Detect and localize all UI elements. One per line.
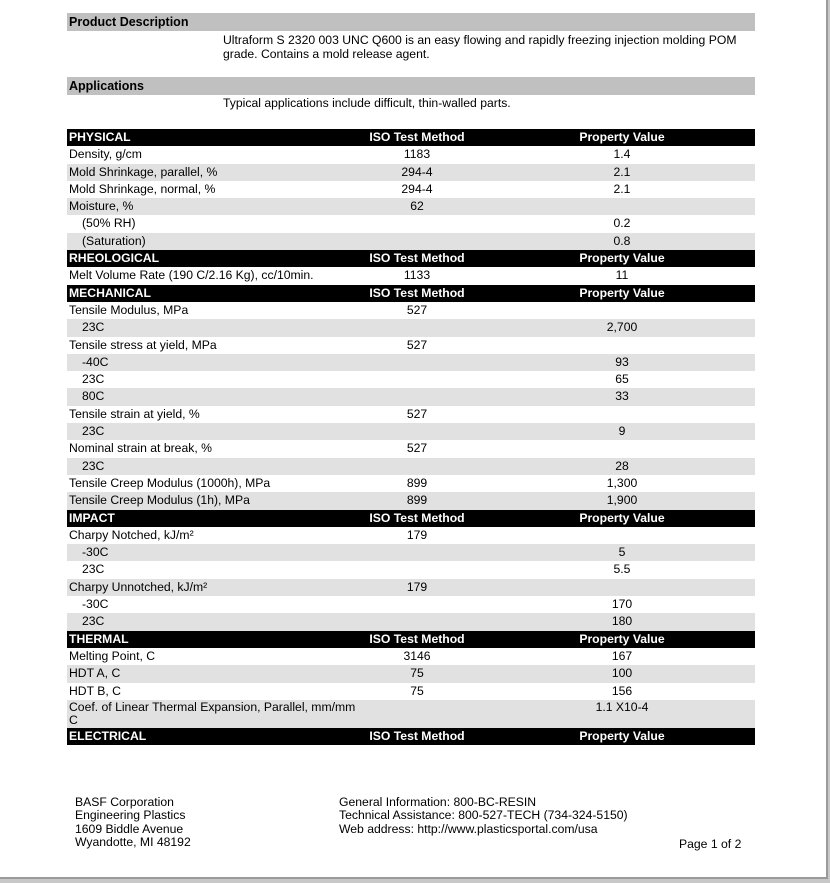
section-header-row	[67, 250, 755, 267]
property-name: HDT B, C	[69, 683, 121, 698]
table-row	[67, 492, 755, 509]
property-value: Property Value	[579, 631, 665, 646]
property-value: 100	[611, 666, 633, 681]
table-row	[67, 371, 755, 388]
test-method: 294-4	[401, 164, 433, 179]
property-value: Property Value	[579, 130, 665, 144]
table-row	[67, 683, 755, 700]
property-value: 28	[615, 458, 629, 473]
property-value: 9	[618, 424, 626, 439]
table-row	[67, 354, 755, 371]
property-value: 1.1 X10-4	[595, 699, 649, 714]
applications-heading: Applications	[67, 77, 755, 95]
table-row	[67, 215, 755, 232]
product-description-text: Ultraform S 2320 003 UNC Q600 is an easy flowing and rapidly freezing injection molding POM grade. Contains a mold release agent.	[223, 33, 737, 61]
property-name: 80C	[82, 389, 105, 404]
section-header-row	[67, 129, 755, 146]
test-method: ISO Test Method	[369, 130, 465, 144]
table-row	[67, 544, 755, 561]
table-row	[67, 319, 755, 336]
section-title: RHEOLOGICAL	[69, 251, 160, 266]
test-method: ISO Test Method	[369, 728, 465, 743]
property-name: Tensile Creep Modulus (1h), MPa	[69, 493, 250, 508]
property-name: Moisture, %	[69, 199, 134, 214]
property-value: 5	[618, 545, 626, 560]
table-row	[67, 198, 755, 215]
table-row	[67, 665, 755, 682]
table-row	[67, 613, 755, 630]
property-value: Property Value	[579, 510, 665, 525]
table-row	[67, 302, 755, 319]
property-value: 156	[611, 683, 633, 698]
table-row	[67, 181, 755, 198]
property-name: HDT A, C	[69, 666, 121, 681]
table-row	[67, 700, 755, 728]
property-name: -30C	[82, 597, 109, 612]
property-name: Charpy Unnotched, kJ/m²	[69, 579, 208, 594]
property-name: Mold Shrinkage, normal, %	[69, 181, 216, 196]
section-header-row	[67, 285, 755, 302]
test-method: 179	[406, 527, 428, 542]
property-name: Melt Volume Rate (190 C/2.16 Kg), cc/10min.	[69, 268, 314, 283]
property-name: Nominal strain at break, %	[69, 441, 212, 456]
property-name: 23C	[82, 458, 105, 473]
property-name: 23C	[82, 614, 105, 629]
property-value: 5.5	[613, 562, 631, 577]
property-value: Property Value	[579, 728, 665, 743]
property-name: 23C	[82, 562, 105, 577]
property-name: 23C	[82, 372, 105, 387]
section-header-row	[67, 728, 755, 745]
test-method: ISO Test Method	[369, 285, 465, 300]
applications-text: Typical applications include difficult, thin-walled parts.	[223, 96, 511, 110]
property-value: 180	[611, 614, 633, 629]
property-name: (50% RH)	[82, 216, 136, 231]
property-value: Property Value	[579, 251, 665, 266]
property-name: 23C	[82, 424, 105, 439]
property-name: Melting Point, C	[69, 648, 156, 663]
contact-line: Technical Assistance: 800-527-TECH (734-324-5150)	[339, 808, 628, 823]
table-row	[67, 596, 755, 613]
table-row	[67, 267, 755, 284]
property-name: 23C	[82, 320, 105, 335]
property-value: 1,300	[606, 475, 638, 490]
test-method: 527	[406, 302, 428, 317]
table-row	[67, 337, 755, 354]
table-row	[67, 164, 755, 181]
test-method: 527	[406, 337, 428, 352]
table-row	[67, 388, 755, 405]
test-method: ISO Test Method	[369, 510, 465, 525]
property-name: Mold Shrinkage, parallel, %	[69, 164, 218, 179]
property-value: 2.1	[613, 164, 631, 179]
property-value: Property Value	[579, 285, 665, 300]
property-value: 65	[615, 372, 629, 387]
test-method: ISO Test Method	[369, 251, 465, 266]
address-line: 1609 Biddle Avenue	[75, 821, 184, 836]
property-name: Charpy Notched, kJ/m²	[69, 527, 194, 542]
table-row	[67, 579, 755, 596]
test-method: 527	[406, 441, 428, 456]
property-value: 2,700	[606, 320, 638, 335]
test-method: 899	[406, 475, 428, 490]
property-name: -30C	[82, 545, 109, 560]
table-row	[67, 440, 755, 457]
property-name: Density, g/cm	[69, 147, 142, 162]
property-name: Tensile Modulus, MPa	[69, 302, 189, 317]
test-method: 1183	[403, 147, 431, 162]
property-name: Tensile strain at yield, %	[69, 406, 200, 421]
property-name: (Saturation)	[82, 233, 146, 248]
table-row	[67, 233, 755, 250]
address-line: Engineering Plastics	[75, 808, 186, 823]
test-method: 75	[410, 666, 424, 681]
test-method: 3146	[403, 648, 431, 663]
table-row	[67, 648, 755, 665]
property-name: Coef. of Linear Thermal Expansion, Parallel, mm/mm C	[69, 699, 356, 727]
test-method: 1133	[403, 268, 431, 283]
test-method: 899	[406, 493, 428, 508]
test-method: ISO Test Method	[369, 631, 465, 646]
test-method: 294-4	[401, 181, 433, 196]
property-value: 167	[611, 648, 633, 663]
address-line: Wyandotte, MI 48192	[75, 834, 191, 849]
property-value: 1.4	[613, 147, 631, 162]
table-row	[67, 146, 755, 163]
table-row	[67, 561, 755, 578]
page-number: Page 1 of 2	[679, 837, 742, 851]
section-title: IMPACT	[69, 510, 115, 525]
section-header-row	[67, 510, 755, 527]
property-name: Tensile Creep Modulus (1000h), MPa	[69, 475, 271, 490]
property-name: Tensile stress at yield, MPa	[69, 337, 217, 352]
section-title: ELECTRICAL	[69, 728, 147, 743]
property-name: -40C	[82, 354, 109, 369]
test-method: 179	[406, 579, 428, 594]
table-row	[67, 458, 755, 475]
section-title: MECHANICAL	[69, 285, 151, 300]
section-title: PHYSICAL	[69, 130, 131, 144]
table-row	[67, 527, 755, 544]
section-title: THERMAL	[69, 631, 129, 646]
test-method: 527	[406, 406, 428, 421]
test-method: 75	[410, 683, 424, 698]
table-row	[67, 406, 755, 423]
property-value: 93	[615, 354, 629, 369]
section-header-row	[67, 631, 755, 648]
property-value: 33	[615, 389, 629, 404]
test-method: 62	[410, 199, 424, 214]
property-value: 170	[611, 597, 633, 612]
contact-line: Web address: http://www.plasticsportal.com/usa	[339, 821, 598, 836]
contact-line: General Information: 800-BC-RESIN	[339, 795, 537, 809]
property-value: 2.1	[613, 181, 631, 196]
footer-contact	[339, 796, 628, 836]
property-value: 0.8	[613, 233, 631, 248]
property-value: 1,900	[606, 493, 638, 508]
footer-address	[75, 796, 191, 849]
properties-table	[67, 129, 755, 745]
property-value: 11	[615, 268, 629, 283]
table-row	[67, 423, 755, 440]
product-description-heading: Product Description	[67, 13, 755, 31]
table-row	[67, 475, 755, 492]
address-line: BASF Corporation	[75, 795, 174, 809]
property-value: 0.2	[613, 216, 631, 231]
